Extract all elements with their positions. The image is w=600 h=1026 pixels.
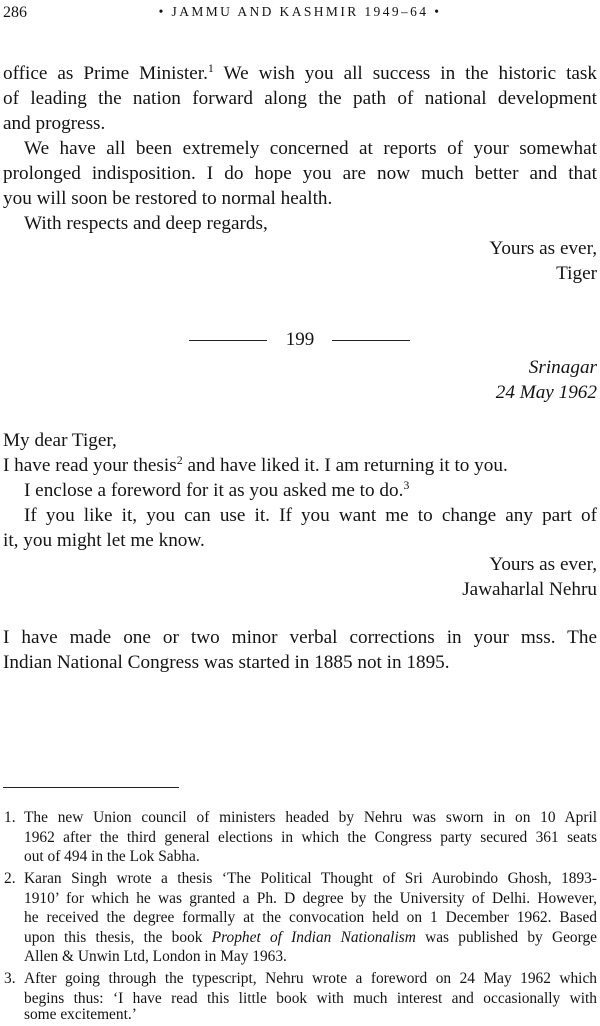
footnote-ref-3: 3 bbox=[403, 478, 410, 492]
footnote-line: Karan Singh wrote a thesis ‘The Political Thought of Sri Aurobindo Ghosh, 1893- bbox=[24, 870, 597, 887]
footnote-line: he received the degree formally at the convocation held on 1 December 1962. Based bbox=[24, 909, 597, 926]
footnote-line: Allen & Unwin Ltd, London in May 1963. bbox=[24, 948, 287, 965]
letter-date: 24 May 1962 bbox=[495, 382, 597, 403]
text-line: I have read your thesis$^2$ and have liked it. I am returning it to you. bbox=[3, 453, 508, 476]
footnote-line: out of 494 in the Lok Sabha. bbox=[24, 848, 200, 865]
letter-number-dash-right bbox=[332, 340, 410, 341]
running-header: • JAMMU AND KASHMIR 1949–64 • bbox=[158, 4, 442, 19]
footnote-line: 1962 after the third general elections in which the Congress party secured 361 seats bbox=[24, 828, 597, 846]
footnote-line: begins thus: ‘I have read this little book with much interest and occasionally with bbox=[24, 989, 597, 1007]
letter-salutation: My dear Tiger, bbox=[3, 430, 117, 451]
page-number: 286 bbox=[3, 4, 27, 21]
footnote-number: 1. bbox=[4, 809, 16, 826]
text-line: prolonged indisposition. I do hope you are now much better and that bbox=[3, 163, 597, 184]
letter-number: 199 bbox=[285, 329, 315, 350]
letter-signature: Tiger bbox=[556, 263, 597, 284]
text-line: I enclose a foreword for it as you asked me to do.$^3$ bbox=[24, 478, 410, 501]
footnote-number: 3. bbox=[4, 970, 16, 987]
letter-place: Srinagar bbox=[528, 357, 597, 378]
letter-closing: Yours as ever, bbox=[489, 554, 597, 575]
book-title: Prophet of Indian Nationalism bbox=[211, 928, 416, 946]
footnote-separator bbox=[3, 787, 179, 788]
footnote-line: The new Union council of ministers headed by Nehru was sworn in on 10 April bbox=[24, 809, 597, 826]
text-line: you will soon be restored to normal health. bbox=[3, 188, 333, 209]
letter-closing: Yours as ever, bbox=[489, 238, 597, 259]
footnote-ref-2: 2 bbox=[176, 453, 183, 467]
footnote-line: some excitement.’ bbox=[24, 1006, 137, 1023]
text-line: We have all been extremely concerned at reports of your somewhat bbox=[24, 138, 597, 159]
text-line: it, you might let me know. bbox=[3, 530, 205, 551]
postscript-line: I have made one or two minor verbal corrections in your mss. The bbox=[3, 627, 597, 648]
text-line: and progress. bbox=[3, 113, 106, 134]
footnote-line: 1910’ for which he was granted a Ph. D degree by the University of Delhi. However, bbox=[24, 889, 597, 907]
text-line: office as Prime Minister.$^1$ We wish you all success in the historic task bbox=[3, 61, 597, 84]
footnote-line: upon this thesis, the book Prophet of Indian Nationalism was published by George bbox=[24, 928, 597, 946]
footnote-ref-1: 1 bbox=[207, 61, 214, 75]
text-line: If you like it, you can use it. If you want me to change any part of bbox=[24, 505, 597, 526]
footnote-number: 2. bbox=[4, 870, 16, 887]
letter-signature: Jawaharlal Nehru bbox=[462, 579, 597, 600]
text-line: of leading the nation forward along the path of national development bbox=[3, 88, 597, 109]
footnote-line: After going through the typescript, Nehru wrote a foreword on 24 May 1962 which bbox=[24, 970, 597, 987]
text-line: With respects and deep regards, bbox=[24, 213, 268, 234]
postscript-line: Indian National Congress was started in 1885 not in 1895. bbox=[3, 652, 450, 673]
